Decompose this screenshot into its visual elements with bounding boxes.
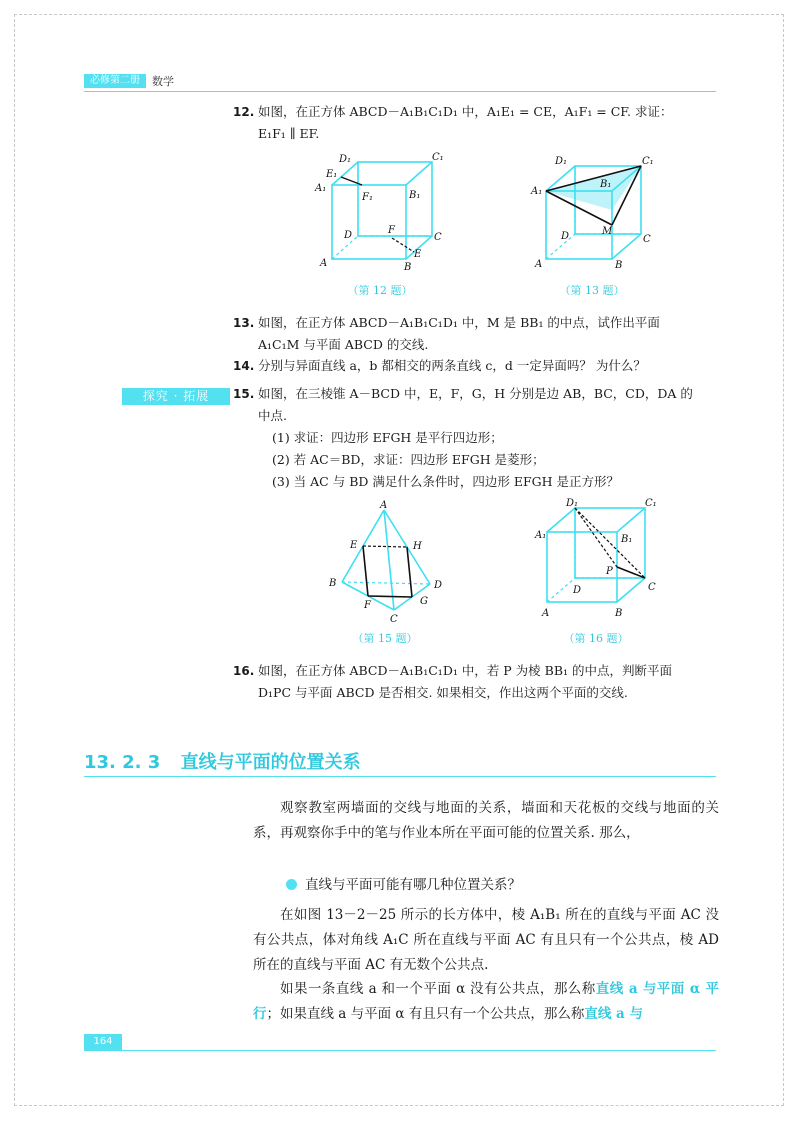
problem-13 (233, 312, 720, 356)
vertex-label: A₁ (531, 186, 543, 197)
vertex-label: A (320, 258, 328, 269)
problem-number: 14. (233, 359, 255, 373)
problem-16 (233, 660, 720, 704)
book-tag: 必修第二册 (84, 74, 146, 88)
sub-question-2: (2) 若 AC＝BD，求证：四边形 EFGH 是菱形； (272, 452, 545, 467)
problem-text: 如图，在三棱锥 A－BCD 中，E，F，G，H 分别是边 AB，BC，CD，DA 的 (258, 386, 693, 401)
running-header (84, 73, 196, 89)
tetrahedron-figure-15 (322, 498, 452, 626)
vertex-label: D (344, 230, 353, 241)
vertex-label: C₁ (642, 156, 654, 167)
subject-label: 数学 (152, 75, 174, 88)
vertex-label: D (573, 585, 582, 596)
vertex-label: B₁ (600, 179, 612, 190)
vertex-label: B (615, 260, 623, 271)
problem-number: 13. (233, 316, 255, 330)
sub-question-1: (1) 求证：四边形 EFGH 是平行四边形； (272, 430, 503, 445)
vertex-label: M (602, 226, 613, 237)
vertex-label: E₁ (326, 169, 338, 180)
paragraph-text: 如果一条直线 a 和一个平面 α 没有公共点，那么称 (280, 981, 596, 997)
problem-text: 如图，在正方体 ABCD－A₁B₁C₁D₁ 中，A₁E₁ = CE，A₁F₁ = CF. 求证： (258, 104, 673, 119)
vertex-label: C₁ (432, 152, 444, 163)
vertex-label: B₁ (621, 534, 633, 545)
problem-12 (233, 101, 720, 145)
figure-caption: （第 16 题） (563, 632, 629, 645)
vertex-label: G (420, 596, 428, 607)
figure-caption: （第 12 题） (347, 284, 413, 297)
definition-highlight: 直线 a 与 (584, 1006, 643, 1022)
vertex-label: C (434, 232, 442, 243)
vertex-label: E (414, 249, 422, 260)
page-number: 164 (84, 1034, 122, 1050)
problem-number: 15. (233, 387, 255, 401)
problem-14 (233, 355, 720, 377)
problem-text: E₁F₁ ∥ EF. (258, 126, 320, 141)
vertex-label: B (329, 578, 337, 589)
vertex-label: B₁ (409, 190, 421, 201)
vertex-label: C (390, 614, 398, 625)
section-title-text: 直线与平面的位置关系 (180, 752, 361, 773)
vertex-label: F₁ (362, 192, 373, 203)
problem-text: 如图，在正方体 ABCD－A₁B₁C₁D₁ 中，若 P 为棱 BB₁ 的中点，判断平面 (258, 663, 673, 678)
explore-extend-label: 探究 · 拓展 (122, 388, 230, 405)
vertex-label: A (535, 259, 543, 270)
body-paragraph-2: 在如图 13－2－25 所示的长方体中，棱 A₁B₁ 所在的直线与平面 AC 没有公共点，体对角线 A₁C 所在直线与平面 AC 有且只有一个公共点，棱 AD 所在的直线与平面 AC 有无数个公共点. (253, 907, 719, 973)
section-rule (84, 776, 716, 777)
cube-figure-13 (528, 150, 678, 280)
problem-number: 16. (233, 664, 255, 678)
header-rule (84, 91, 716, 92)
definition-highlight: 直线 a 与平面 α 平行 (253, 981, 719, 1022)
vertex-label: C (648, 582, 656, 593)
cube-figure-12 (310, 150, 460, 280)
vertex-label: E (350, 540, 358, 551)
problem-number: 12. (233, 105, 255, 119)
vertex-label: C₁ (645, 498, 657, 509)
vertex-label: F (364, 600, 371, 611)
body-paragraph-1: 观察教室两墙面的交线与地面的关系，墙面和天花板的交线与地面的关系，再观察你手中的笔与作业本所在平面可能的位置关系. 那么， (253, 800, 719, 841)
problem-text: 如图，在正方体 ABCD－A₁B₁C₁D₁ 中，M 是 BB₁ 的中点，试作出平面 (258, 315, 660, 330)
problem-text: A₁C₁M 与平面 ABCD 的交线. (258, 337, 429, 352)
vertex-label: A (380, 500, 388, 511)
problem-text: D₁PC 与平面 ABCD 是否相交. 如果相交，作出这两个平面的交线. (258, 685, 628, 700)
vertex-label: A₁ (535, 530, 547, 541)
sub-question-3: (3) 当 AC 与 BD 满足什么条件时，四边形 EFGH 是正方形？ (272, 474, 620, 489)
vertex-label: A₁ (315, 183, 327, 194)
vertex-label: C (643, 234, 651, 245)
vertex-label: A (542, 608, 550, 619)
vertex-label: D₁ (555, 156, 568, 167)
section-number: 13. 2. 3 (84, 752, 161, 773)
vertex-label: H (413, 541, 422, 552)
problem-text: 中点. (258, 408, 287, 423)
thinking-question (286, 873, 716, 898)
vertex-label: D (561, 231, 570, 242)
body-paragraph-3 (253, 977, 719, 1027)
problem-15 (233, 383, 720, 493)
section-heading (84, 748, 716, 774)
vertex-label: D (434, 580, 443, 591)
figure-caption: （第 13 题） (559, 284, 625, 297)
figure-caption: （第 15 题） (352, 632, 418, 645)
vertex-label: P (606, 566, 613, 577)
vertex-label: B (615, 608, 623, 619)
bullet-icon (286, 879, 297, 890)
vertex-label: D₁ (566, 498, 579, 509)
cube-figure-16 (535, 494, 675, 624)
vertex-label: B (404, 262, 412, 273)
vertex-label: D₁ (339, 154, 352, 165)
problem-text: 分别与异面直线 a，b 都相交的两条直线 c，d 一定异面吗？ 为什么？ (258, 358, 646, 373)
question-text: 直线与平面可能有哪几种位置关系？ (305, 877, 521, 893)
footer-rule (84, 1050, 716, 1051)
vertex-label: F (388, 225, 395, 236)
paragraph-text: ；如果直线 a 与平面 α 有且只有一个公共点，那么称 (266, 1006, 585, 1022)
